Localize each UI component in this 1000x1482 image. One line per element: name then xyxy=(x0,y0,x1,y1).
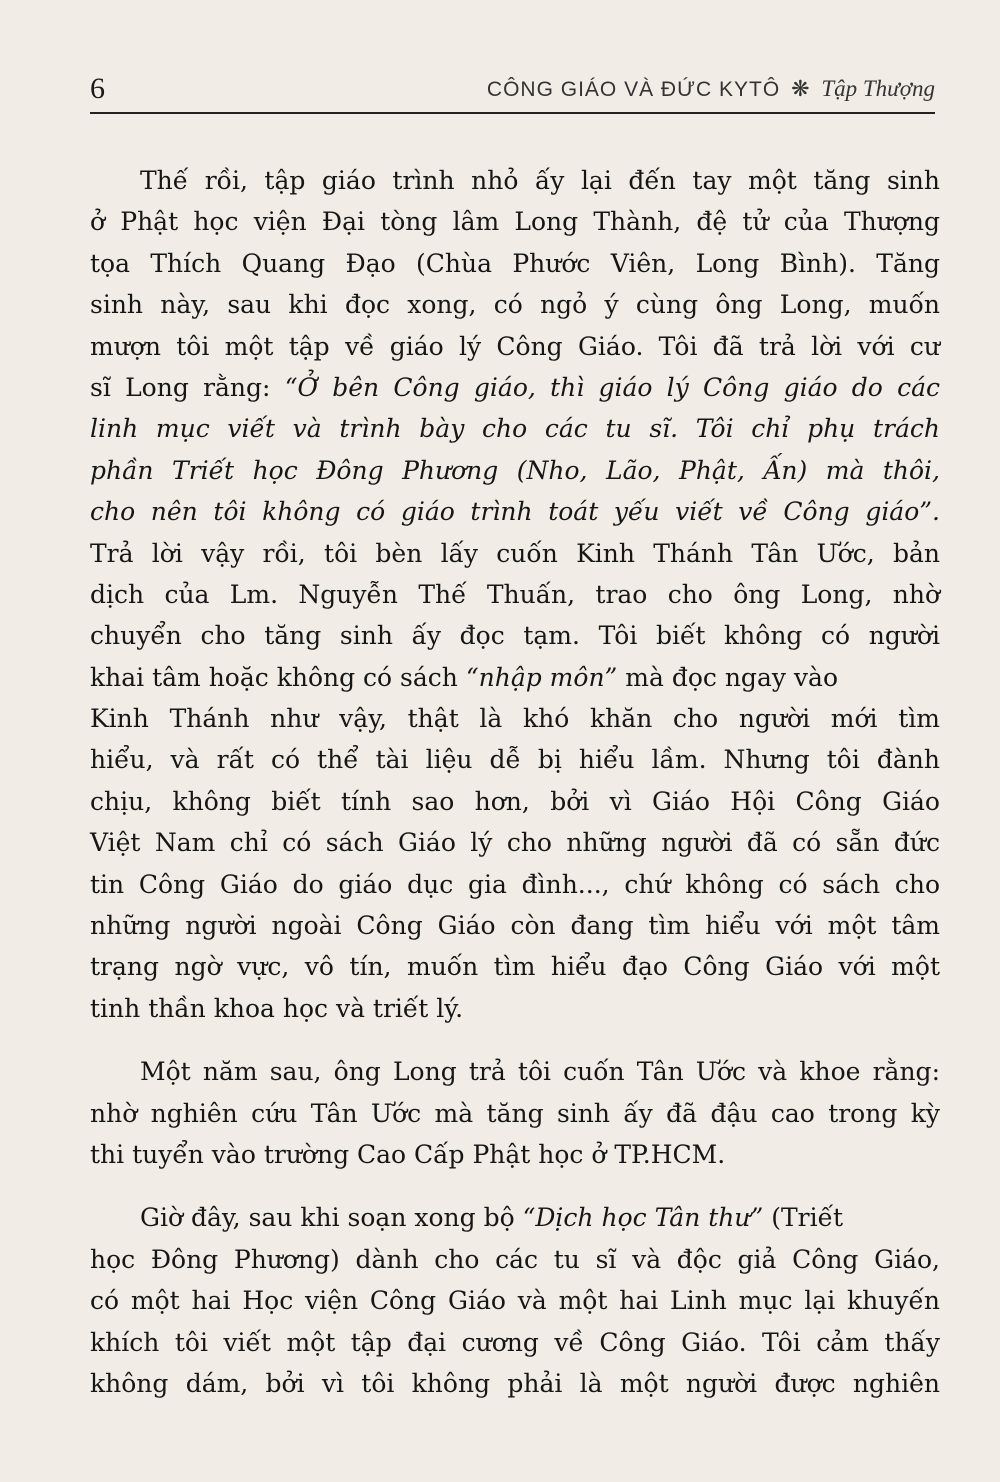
text-line: Trả lời vậy rồi, tôi bèn lấy cuốn Kinh Thánh Tân Ước, bản xyxy=(90,538,940,568)
text-line: linh mục viết và trình bày cho các tu sĩ. Tôi chỉ phụ trách xyxy=(90,414,940,444)
text-line: trạng ngờ vực, vô tín, muốn tìm hiểu đạo Công Giáo với một xyxy=(90,952,940,982)
text-line: chịu, không biết tính sao hơn, bởi vì Giáo Hội Công Giáo xyxy=(90,786,940,816)
quote-text: “nhập môn” xyxy=(465,662,618,692)
text-line: khai tâm hoặc không có sách “nhập môn” mà đọc ngay vào xyxy=(90,662,838,692)
text-line: sinh này, sau khi đọc xong, có ngỏ ý cùng ông Long, muốn xyxy=(90,290,940,320)
text-line: có một hai Học viện Công Giáo và một hai Linh mục lại khuyến xyxy=(90,1286,940,1316)
paragraph xyxy=(90,1197,940,1404)
text-line: phần Triết học Đông Phương (Nho, Lão, Phật, Ấn) mà thôi, xyxy=(90,455,940,485)
text-line: sĩ Long rằng: “Ở bên Công giáo, thì giáo lý Công giáo do các xyxy=(90,372,940,402)
ornament-icon: ❋ xyxy=(791,76,811,101)
text-line: tọa Thích Quang Đạo (Chùa Phước Viên, Long Bình). Tăng xyxy=(90,248,940,278)
quote-text: “Dịch học Tân thư” xyxy=(522,1203,764,1233)
text-line: mượn tôi một tập về giáo lý Công Giáo. Tôi đã trả lời với cư xyxy=(90,331,940,361)
running-head xyxy=(487,76,935,102)
text-line: Thế rồi, tập giáo trình nhỏ ấy lại đến tay một tăng sinh xyxy=(140,166,940,195)
text-line: chuyển cho tăng sinh ấy đọc tạm. Tôi biết không có người xyxy=(90,621,940,651)
text-line: tin Công Giáo do giáo dục gia đình..., chứ không có sách cho xyxy=(90,869,940,899)
text-line: nhờ nghiên cứu Tân Ước mà tăng sinh ấy đã đậu cao trong kỳ xyxy=(90,1098,940,1128)
paragraph xyxy=(90,160,940,1029)
quote-text: “Ở bên Công giáo, thì giáo lý Công giáo do các xyxy=(284,372,940,402)
text-line: những người ngoài Công Giáo còn đang tìm hiểu với một tâm xyxy=(90,911,940,941)
text-line: học Đông Phương) dành cho các tu sĩ và độc giả Công Giáo, xyxy=(90,1244,940,1274)
text-line: Việt Nam chỉ có sách Giáo lý cho những người đã có sẵn đức xyxy=(90,828,940,858)
text-line: Kinh Thánh như vậy, thật là khó khăn cho người mới tìm xyxy=(90,704,940,734)
text-line: hiểu, và rất có thể tài liệu dễ bị hiểu lầm. Nhưng tôi đành xyxy=(90,745,940,775)
text-line: khích tôi viết một tập đại cương về Công Giáo. Tôi cảm thấy xyxy=(90,1327,940,1357)
text-line: cho nên tôi không có giáo trình toát yếu viết về Công giáo”. xyxy=(90,497,940,527)
book-title: CÔNG GIÁO VÀ ĐỨC KYTÔ xyxy=(486,78,781,101)
text-line: ở Phật học viện Đại tòng lâm Long Thành, đệ tử của Thượng xyxy=(90,207,940,237)
page-number: 6 xyxy=(90,72,105,105)
text-line: dịch của Lm. Nguyễn Thế Thuấn, trao cho ông Long, nhờ xyxy=(90,579,940,609)
text-line: không dám, bởi vì tôi không phải là một người được nghiên xyxy=(90,1368,940,1398)
text-line: tinh thần khoa học và triết lý. xyxy=(90,993,464,1023)
paragraph xyxy=(90,1051,940,1175)
text-line: Một năm sau, ông Long trả tôi cuốn Tân Ước và khoe rằng: xyxy=(140,1057,940,1087)
body-text xyxy=(90,160,940,1404)
text-line: Giờ đây, sau khi soạn xong bộ “Dịch học Tân thư” (Triết xyxy=(140,1203,844,1233)
volume-label: Tập Thượng xyxy=(821,76,935,101)
text-line: thi tuyển vào trường Cao Cấp Phật học ở TP.HCM. xyxy=(90,1139,726,1169)
page-header xyxy=(90,72,935,114)
